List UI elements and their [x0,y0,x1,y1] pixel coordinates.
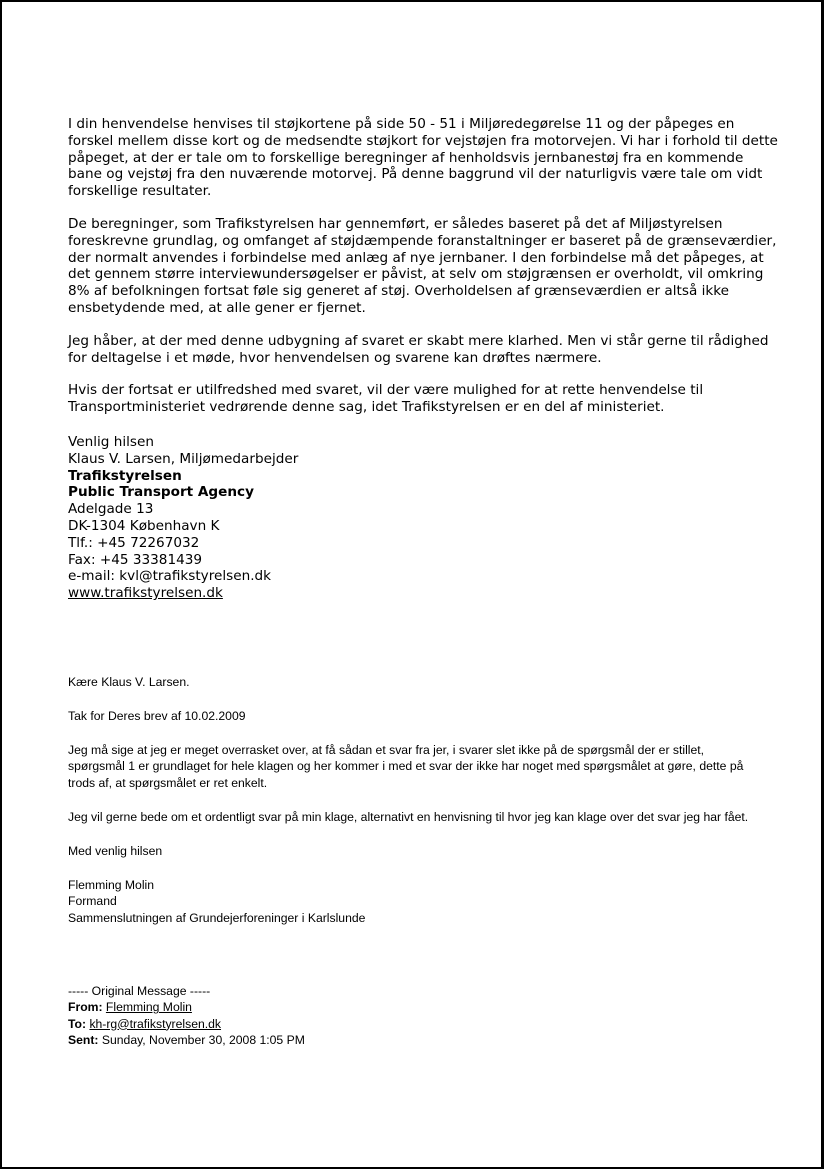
header-from-row [68,999,305,1015]
agency-signature [68,434,780,602]
reply-closing: Med venlig hilsen [68,843,163,858]
from-label: From: [68,1000,106,1015]
to-label: To: [68,1016,90,1031]
reply-paragraph-3: Jeg vil gerne bede om et ordentligt svar på min klage, alternativt en henvisning til hvor jeg kan klage over det svar jeg har fået. [68,809,749,824]
letter-paragraph-2: De beregninger, som Trafikstyrelsen har gennemført, er således baseret på det af Miljøstyrelsen foreskrevne grundlag, og omfanget af støjdæmpende foranstaltninger er baseret på de grænseværdier, der normalt anvendes i forbindelse med anlæg af nye jernbaner. I den forbindelse må det påpeges, at det gennem større interviewundersøgelser er påvist, at selv om støjgrænsen er overholdt, vil omkring 8% af befolkningen fortsat føle sig generet af støj. Overholdelsen af grænseværdien er altså ikke ensbetydende med, at alle gener er fjernet. [68,215,777,316]
sender-organization: Sammenslutningen af Grundejerforeninger i Karlslunde [68,911,366,926]
signature-phone: Tlf.: +45 72267032 [68,534,200,551]
reply-sender-block [68,877,758,927]
signature-website-link[interactable]: www.trafikstyrelsen.dk [68,585,223,602]
sent-label: Sent: [68,1032,102,1047]
header-sent-row [68,1032,305,1048]
reply-salutation: Kære Klaus V. Larsen. [68,675,190,689]
signature-name-title: Klaus V. Larsen, Miljømedarbejder [68,450,299,467]
letter-paragraph-1: I din henvendelse henvises til støjkortene på side 50 - 51 i Miljøredegørelse 11 og der påpeges en forskel mellem disse kort og de medsendte støjkort for vejstøjen fra motorvejen. Vi har i forhold til dette påpeget, at der er tale om to forskellige beregninger af henholdsvis jernbanestøj fra en kommende bane og vejstøj fra den nuværende motorvej. På denne baggrund vil der naturligvis være tale om vidt forskellige resultater. [68,116,778,200]
signature-closing: Venlig hilsen [68,433,154,450]
signature-org-danish: Trafikstyrelsen [68,467,182,484]
signature-fax: Fax: +45 33381439 [68,551,203,568]
original-message-separator: ----- Original Message ----- [68,984,211,998]
reply-message [68,674,758,927]
agency-letter [68,116,780,602]
original-message-header [68,983,305,1048]
sender-name: Flemming Molin [68,877,155,892]
reply-paragraph-2: Jeg må sige at jeg er meget overrasket over, at få sådan et svar fra jer, i svarer slet ikke på de spørgsmål der er stillet, spørgsmål 1 er grundlaget for hele klagen og her kommer i med et svar der ikke har noget med spørgsmålet at gøre, dette på trods af, at spørgsmålet er ret enkelt. [68,742,744,791]
sent-value: Sunday, November 30, 2008 1:05 PM [101,1032,305,1047]
to-email-link[interactable]: kh-rg@trafikstyrelsen.dk [89,1016,222,1031]
signature-city: DK-1304 København K [68,517,220,534]
header-to-row [68,1016,305,1032]
letter-paragraph-3: Jeg håber, at der med denne udbygning af svaret er skabt mere klarhed. Men vi står gerne til rådighed for deltagelse i et møde, hvor henvendelsen og svarene kan drøftes nærmere. [68,332,769,366]
signature-email: e-mail: kvl@trafikstyrelsen.dk [68,568,272,585]
reply-paragraph-1: Tak for Deres brev af 10.02.2009 [68,708,246,723]
from-link[interactable]: Flemming Molin [105,1000,192,1015]
sender-title: Formand [68,894,117,909]
letter-paragraph-4: Hvis der fortsat er utilfredshed med svaret, vil der være mulighed for at rette henvendelse til Transportministeriet vedrørende denne sag, idet Trafikstyrelsen er en del af ministeriet. [68,382,704,416]
signature-org-english: Public Transport Agency [68,484,254,501]
signature-street: Adelgade 13 [68,501,154,518]
